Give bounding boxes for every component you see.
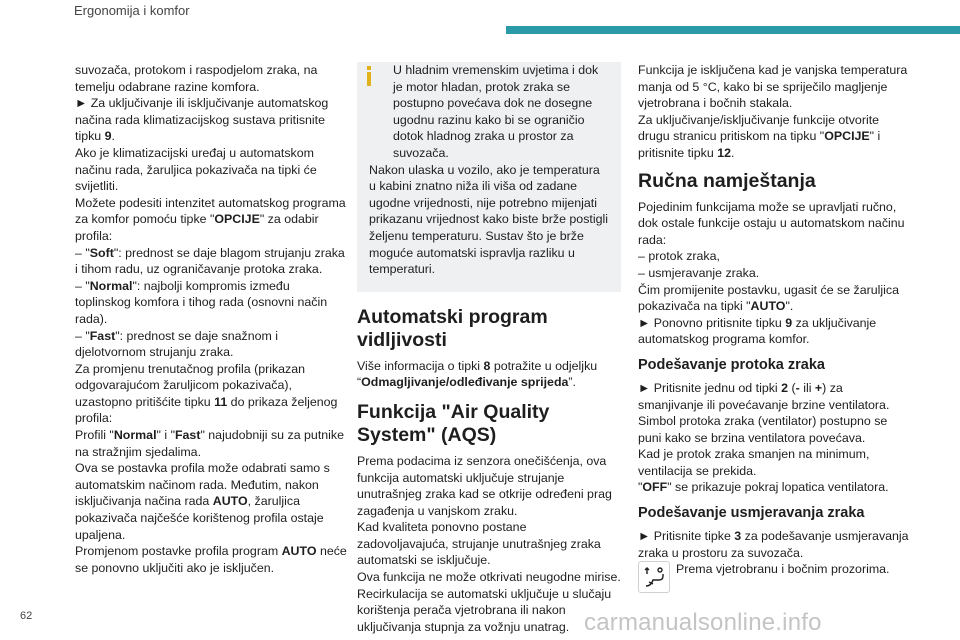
paragraph: ► Za uključivanje ili isključivanje automatskog načina rada klimatizacijskog sustava pritisnite tipku 9. — [75, 96, 329, 144]
paragraph: Možete podesiti intenzitet automatskog programa za komfor pomoću tipke "OPCIJE" za odabir profila: — [75, 195, 346, 243]
column-2 — [357, 62, 621, 635]
paragraph: ► Pritisnite tipke 3 za podešavanje usmjeravanja zraka u prostoru za suvozača. — [638, 529, 909, 560]
list-item: – "Normal": najbolji kompromis između toplinskog komfora i tihog rada (osnovni način rada). — [75, 278, 328, 326]
paragraph: Recirkulacija se automatski uključuje u slučaju korištenja perača vjetrobrana ili nakon uključivanja stupnja za vožnju unatrag. — [357, 586, 612, 634]
info-icon — [363, 66, 375, 88]
subsection-heading: Podešavanje usmjeravanja zraka — [638, 505, 865, 522]
paragraph: ► Pritisnite jednu od tipki 2 (- ili +) za smanjivanje ili povećavanje brzine ventilatora. — [638, 380, 890, 412]
watermark: carmanualsonline.info — [584, 609, 822, 636]
paragraph: Promjenom postavke profila program AUTO neće se ponovno uključiti ako je isključen. — [75, 544, 347, 575]
section-heading: Automatski program vidljivosti — [357, 305, 548, 351]
paragraph: Prema podacima iz senzora onečišćenja, ova funkcija automatski uključuje strujanje unutrašnjeg zraka kad se otkrije određeni prag zagađenja u vanjskom zraku. — [357, 453, 612, 518]
windscreen-airflow-icon — [638, 561, 670, 593]
info-text: Nakon ulaska u vozilo, ako je temperatura u kabini znatno niža ili viša od zadane ugodne vrijednosti, nije potrebno mijenjati prikazanu vrijednost kako biste brže postigli željenu temperaturu. Sustav što je brže moguće automatski ispravlja razliku u temperaturi. — [369, 162, 608, 277]
paragraph: Prema vjetrobranu i bočnim prozorima. — [638, 561, 910, 593]
paragraph: suvozača, protokom i raspodjelom zraka, na temelju odabrane razine komfora. — [75, 63, 318, 94]
paragraph: Kad je protok zraka smanjen na minimum, ventilacija se prekida. — [638, 447, 870, 478]
paragraph: Pojedinim funkcijama može se upravljati ručno, dok ostale funkcije ostaju u automatskom načinu rada: — [638, 199, 905, 247]
list-item: – "Fast": prednost se daje snažnom i djelotvornom strujanju zraka. — [75, 328, 279, 360]
paragraph: Kad kvaliteta ponovno postane zadovoljavajuća, strujanje unutrašnjeg zraka automatski se isključuje. — [357, 520, 601, 568]
header-title: Ergonomija i komfor — [74, 3, 190, 18]
column-3 — [638, 62, 910, 593]
paragraph: ► Ponovno pritisnite tipku 9 za uključivanje automatskog programa komfor. — [638, 315, 877, 347]
paragraph: Ova funkcija ne može otkrivati neugodne mirise. — [357, 570, 621, 585]
paragraph: Ako je klimatizacijski uređaj u automatskom načinu rada, žaruljica pokazivača na tipki će svijetliti. — [75, 145, 317, 194]
paragraph: Funkcija je isključena kad je vanjska temperatura manja od 5 °C, kako bi se spriječilo magljenje vjetrobrana i bočnih stakala. — [638, 63, 908, 111]
column-1 — [75, 62, 347, 576]
list-item: – protok zraka, — [638, 249, 720, 264]
paragraph: Za uključivanje/isključivanje funkcije otvorite drugu stranicu pritiskom na tipku "OPCIJE" i pritisnite tipku 12. — [638, 112, 881, 160]
paragraph: Profili "Normal" i "Fast" najudobniji su za putnike na stražnjim sjedalima. — [75, 428, 344, 459]
paragraph: Za promjenu trenutačnog profila (prikazan odgovarajućom žaruljicom pokazivača), uzastopno pritišćite tipku 11 do prikaza željenog profila: — [75, 361, 338, 426]
section-heading: Funkcija "Air Quality System" (AQS) — [357, 400, 550, 446]
list-item: – "Soft": prednost se daje blagom strujanju zraka i tihom radu, uz ograničavanje protoka zraka. — [75, 245, 345, 277]
paragraph: "OFF" se prikazuje pokraj lopatica ventilatora. — [638, 480, 889, 495]
paragraph: Više informacija o tipki 8 potražite u odjeljku “Odmagljivanje/odleđivanje sprijeda”. — [357, 358, 598, 390]
list-item: – usmjeravanje zraka. — [638, 265, 760, 280]
subsection-heading: Podešavanje protoka zraka — [638, 356, 825, 373]
info-box — [357, 62, 621, 292]
info-text: U hladnim vremenskim uvjetima i dok je motor hladan, protok zraka se postupno povećava dok ne dosegne ugodnu razinu kako bi se ograničio dotok hladnog zraka u prostor za suvozača. — [393, 63, 599, 160]
section-heading: Ručna namještanja — [638, 169, 816, 192]
page-number: 62 — [20, 610, 33, 622]
paragraph: Ova se postavka profila može odabrati samo s automatskim načinom rada. Međutim, nakon isključivanja načina rada AUTO, žaruljica pokazivača najčešće korištenog profila ostaje upaljena. — [75, 461, 330, 542]
paragraph: Simbol protoka zraka (ventilator) postupno se puni kako se brzina ventilatora povećava. — [638, 414, 888, 445]
paragraph: Čim promijenite postavku, ugasit će se žaruljica pokazivača na tipki "AUTO". — [638, 282, 900, 314]
header-accent-bar — [506, 26, 960, 34]
